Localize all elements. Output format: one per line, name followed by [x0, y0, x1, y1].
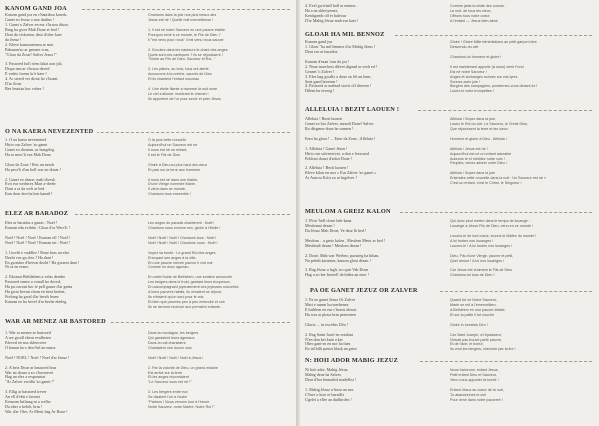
french-lyrics	[450, 4, 505, 24]
breton-lyrics	[305, 219, 385, 278]
breton-lyrics	[305, 4, 358, 24]
lyric-line: En gwasker d'hervat dezhi ! Ha gwarnt dant !	[5, 260, 80, 265]
lyric-line: 2. Ganet eo abaoe, mab divesk	[5, 177, 56, 182]
lyric-line: "Gloar da Zoue! Salver Jezus !"	[5, 52, 58, 57]
lyric-line: Accourons à la crèche, sauvés de Dieu	[148, 72, 212, 77]
lyric-line: Dilent hu teveeg !	[305, 89, 335, 94]
lyric-line: C'est un enfant, c'est le Christ, le Seigneur !	[450, 181, 522, 186]
lyric-line: Quels sont ces cantiques ? ils se réjouissent !	[148, 52, 223, 57]
breton-lyrics	[305, 117, 376, 181]
lyric-line: Et ils chantent l'enfant nouveau	[148, 77, 200, 82]
lyric-line: D'une Vierge nommée Marie.	[148, 182, 196, 187]
lyric-line: Ni hoii ador, Mabig Jézuz,	[305, 368, 349, 372]
lyric-line: 1. Gwelit e vaddlez ! Roue bras an elez	[5, 250, 70, 255]
lyric-line: 3. Pastored holl n'em lakat aon jizl,	[5, 62, 63, 67]
lyric-line: Et bien que pauvres peu à peu entendre et voir	[148, 300, 225, 304]
lyric-line: Noël ! Noël ! Noël ! Chantons nous : Noël !	[148, 240, 218, 245]
divider	[82, 9, 290, 10]
lyric-line: Pour venir dans notre pauvreté !	[450, 397, 503, 402]
french-lyrics	[148, 138, 207, 197]
lyric-line: Qui gardaient leurs agneaux,	[148, 335, 196, 340]
lyric-line: Adorons le et méditez notre voix !	[450, 156, 505, 161]
lyric-line: 3. Les bergers entre eux	[148, 390, 188, 395]
lyric-line: Offrons tous notre coeur	[450, 13, 490, 18]
lyric-line: D'ar Zoue	[5, 82, 22, 87]
lyric-line: Quand fut né Notre Sauveur,	[450, 298, 497, 302]
lyric-line: Est arrivé sur la terre	[148, 370, 183, 375]
lyric-line: da Jezuz !	[5, 37, 22, 42]
lyric-line: Louez le Roi du ciel. Le Sauveur, le Christ Dieu,	[450, 121, 529, 126]
lyric-line: War an douar a zo c'havonvet	[5, 370, 54, 375]
lyric-line: "Ar Zalver ewidhi 'zo ganet !"	[5, 380, 55, 385]
lyric-line: Ha war ar plouz bras penvenen	[305, 312, 356, 317]
lyric-line: Dezhi vez gu elez ? Ha dant !	[5, 255, 54, 260]
lyric-line: En tal bilh pastor klask an griez	[305, 347, 357, 352]
lyric-line: Il est le Fils de Dieu	[148, 152, 181, 157]
lyric-line: Aujourd'hui est né un enfant adorable	[450, 151, 512, 156]
lyric-line: Pourquoi venir à ce monde, le Fils de Dieu ?	[148, 32, 221, 37]
lyric-line: Enot ha gloar ! ... Enor da Zoue , Alleluia !	[305, 136, 376, 141]
lyric-line: Geanet 'o Zalver !	[305, 69, 335, 74]
lyric-line: "Gloire au Fils de Dieu, Sauveur et Roi..."	[148, 57, 216, 62]
breton-lyrics	[5, 331, 69, 415]
lyric-line: Ils ne devront recevoir aux premiers enfants.	[148, 304, 221, 309]
lyric-line: 2. Rag Saint Josef en ortalant	[305, 332, 353, 337]
lyric-line: Pastored ennez o vonall ho deved,	[5, 280, 61, 285]
lyric-line: Chantons-lui honneur et gloire !	[450, 54, 502, 59]
lyric-line: Na pebeh karantez, kanom gloat dezan !	[305, 258, 371, 263]
lyric-line: "Le Sauveur vous est né !"	[148, 380, 192, 385]
lyric-line: Hag an elez a respountat	[5, 375, 46, 380]
lyric-line: 1. O na kaera nevezented	[5, 138, 47, 142]
lyric-line: Dieu, Fils d'une Vierge, pauvre et petit,	[450, 253, 514, 258]
section-title: PA OE GANET JEZUZ OR ZALVER	[310, 287, 418, 294]
lyric-line: Chantons dans la joie nos plus beaux airs	[148, 13, 217, 17]
lyric-line: Ganet eo hor Zalver, mezult Doue! Salver.	[305, 121, 375, 126]
divider	[420, 361, 592, 362]
lyric-line: Kleve kilon en noz « Eur Zalver 'zo ganet »	[305, 171, 377, 176]
section-title: GLOAR HA MIL BENNOZ	[305, 31, 385, 38]
lyric-line: Ils n'étaient qu'un seul pour le voir,	[148, 295, 205, 300]
lyric-line: 2. Par la volonté de Dieu, un grand miracle	[148, 365, 218, 370]
lyric-line: 4. Pastored ar melzad stovit oll direzen !	[305, 84, 372, 89]
lyric-line: Alléluia ! Jésus est né !	[450, 146, 488, 151]
lyric-line: Ha ar merc'h eus Mab Doue	[5, 152, 51, 157]
lyric-line: Meuleudi dezan ! Meulom dezan !	[305, 243, 362, 248]
lyric-line: Car Jésus est vraiment le Fils de Dieu	[450, 268, 513, 273]
lyric-line: Ha a ne skleriyenez,	[305, 8, 339, 13]
lyric-line: Bergers des campagnes, prosternez-vous devant lui !	[450, 84, 538, 89]
lyric-line: Brug ha gwer Mab Doue er bed !	[5, 27, 60, 32]
breton-lyrics	[5, 221, 79, 305]
lyric-line: Il nous est né dans une étable,	[148, 177, 199, 182]
lyric-line: Voyez sa bonté : Le grand Roi des anges	[148, 250, 216, 255]
lyric-line: Anges et archanges sonnez sur vos lyres	[450, 74, 518, 79]
lyric-line: La nuit, de tous les cieux,	[450, 8, 492, 13]
section-title: MEULOM A GREIZ KALON	[305, 208, 391, 215]
french-lyrics	[148, 331, 218, 410]
lyric-line: O kanan ha o derc'hel an ennor	[5, 345, 56, 350]
lyric-line: Entendez cette nouvelle dans la nuit : Un Sauveur est né »	[450, 176, 546, 181]
lyric-line: Hag a zo ker berred! de bidez an enor !	[305, 273, 369, 278]
lyric-line: Noel ! Noel ! Noel ! Kanom ini : Noel !	[5, 240, 71, 245]
lyric-line: Kanom eda evihân : Gloar d'ar Werc'h !	[5, 225, 70, 230]
lyric-line: Dans la nuit chantaient	[148, 340, 186, 345]
breton-lyrics	[5, 138, 61, 197]
lyric-line: 2. Neuz marchost dièvet digand ar vezh ed !	[305, 64, 378, 69]
lyric-line: Deut d'hor hemailed madellez !	[305, 377, 357, 382]
lyric-line: 3. Ellig ar bastored trever	[5, 390, 47, 395]
lyric-line: Il nous est né un enfant,	[148, 147, 188, 152]
lyric-line: Il vient dans ce monde,	[148, 187, 186, 192]
lyric-line: Kenitgomb oll er baleour	[305, 13, 347, 18]
lyric-line: Evit eur werhtrez Mari a-dreñv	[5, 182, 56, 187]
lyric-line: Ra dèigeme doue he sonnen ! .	[305, 126, 356, 131]
lyric-line: N'en don ket kant a ker	[305, 337, 343, 342]
lyric-line: Dans la montagne, les bergers	[148, 331, 199, 335]
section-title: ALLELUIA ! BEZIT LAOUEN !	[305, 106, 400, 113]
lyric-line: Kanom eo ho hevel d'ar bezhe ebeleg.	[5, 300, 68, 304]
lyric-line: O la plus belle nouvelle	[148, 138, 187, 142]
section-title: N: HOII ADOR MABIG JEZUZ	[305, 357, 398, 364]
lyric-line: Sont gand laveenn !	[305, 79, 338, 84]
lyric-line: Chantaient une douce voix.	[148, 345, 193, 350]
lyric-line: Les anges du paradis chantèrent : Noël !	[148, 221, 215, 225]
lyric-line: Ha peoc'h d'an holl war an douar !	[5, 167, 62, 172]
lyric-line: Et de l'âne, le boeuf,	[450, 342, 484, 347]
breton-lyrics	[305, 298, 357, 352]
lyric-line: Poblont donzi d'adiot Doue !	[305, 156, 353, 161]
section-title: WAR AR MENEZ AR BASTORED	[5, 318, 110, 325]
lyric-line: Ils apportent de l'or pour servir et prier Jésus	[148, 96, 221, 101]
french-lyrics	[450, 40, 537, 94]
lyric-line: 1. Flow 'bell clone beh-kana	[305, 219, 352, 223]
lyric-line: Gloar da Zoue ! Bris an nerzh	[5, 162, 54, 167]
section-title: O NA KAERA NEVEZENTED	[5, 128, 97, 135]
lyric-line: Honneur et gloire à Dieu , Alléluia !	[450, 136, 507, 141]
lyric-line: 1. Alleluia ! Ganet Jézus !	[305, 146, 348, 151]
lyric-line: 4. Evel gwichall holl ar menou.	[305, 4, 357, 8]
lyric-line: Mabig deuz ha Salver,	[305, 372, 342, 377]
lyric-line: Chantons-lui tous de Dieu !	[450, 273, 495, 278]
lyric-line: Car Saint Joseph, à l'épaisseur,	[450, 332, 502, 337]
lyric-line: Meulom .. a greiz kalon , Meulom Mestr ar bed !	[305, 238, 386, 243]
lyric-line: En une pauvre crèche pauvre il vint voir	[148, 260, 213, 265]
lyric-line: Bez leuniaz hor vuhez !	[5, 87, 44, 92]
lyric-line: Noël ! Noël ! Noël ! Chantons tous : Noël !	[148, 235, 217, 240]
lyric-line: Et les anges répondaient	[148, 375, 189, 380]
lyric-line: Dispa nan ar c'hraou daved	[5, 67, 50, 72]
lyric-line: Nous t'adorons, enfant Jésus,	[450, 368, 499, 372]
breton-lyrics	[305, 40, 377, 94]
lyric-line: Jésus est né ! Quelle nuit merveilleuse !	[148, 17, 214, 22]
lyric-line: Gloire ! Gloire Mille bénédictions au petit garçon béni	[450, 40, 537, 44]
lyric-line: Notre Sauveur, notre Maître, Notre Roi !"	[148, 405, 215, 410]
lyric-line: Envoyant ses anges à la ville,	[148, 255, 197, 260]
lyric-line: Gloire à Dieu au plus haut des cieux	[148, 162, 208, 167]
lyric-line: Louange à Jésus Fils de Dieu, venu en ce monde !	[450, 223, 534, 228]
lyric-line: Ar Autrou Krist zo ar lugelver !	[305, 176, 357, 181]
lyric-line: Hirio our salvenivvet, a don e leveraod	[305, 151, 369, 156]
lyric-line: 1. Ganet o Zalver en eur c'hraou distro,	[5, 22, 70, 27]
lyric-line: 1. Mabig Jézuz o-keza an nos	[305, 387, 354, 392]
french-lyrics	[450, 368, 504, 403]
lyric-line: A Bethléem en une pauvre étable,	[450, 307, 506, 312]
lyric-line: 2. Ecoutez dans les hauteurs le chant des anges	[148, 47, 228, 52]
lyric-line: 2. Kleve kanaouennou ar mor	[5, 42, 54, 47]
french-lyrics	[450, 298, 516, 352]
lyric-line: A lui toutes nos louanges !	[450, 238, 494, 243]
lyric-line: Tu abandonnes le ciel	[450, 392, 486, 397]
lyric-line: "Partons ! Nous verrons tout à l'heure	[148, 400, 210, 405]
divider	[75, 214, 290, 215]
lyric-line: Alléluia ! Soyez dans la joie,	[450, 117, 496, 121]
lyric-line: Chantons tous ensemble !	[148, 192, 191, 197]
divider	[418, 110, 592, 111]
lyric-line: Ugelet a eller an dudhirdez !	[305, 397, 352, 402]
lyric-line: A l'enfant — Jésus bien-aimé.	[450, 18, 499, 23]
lyric-line: Que réjouissent la terre et les cieux	[450, 126, 508, 131]
lyric-line: Chantons nous comme eux, gloire à l'étoile !	[148, 225, 221, 230]
lyric-line: Kanom d'ezan 'oan da joa !	[305, 59, 350, 64]
lyric-line: Elez ar baradoz a ganas : Noel !	[5, 221, 58, 225]
lyric-line: Ils vont les bergers, chercher par la lire !	[450, 347, 516, 352]
lyric-line: Kanom gand joa	[305, 40, 333, 44]
lyric-line: Alléluia ! Soyez dans la joie	[450, 171, 495, 176]
lyric-line: A ree gwall ebeur evalbeten	[5, 335, 51, 340]
lyric-line: Louons-le ! A lui toutes nos louanges !	[450, 243, 513, 248]
lyric-line: Noel ! NOEL ! Noel ! Noel d'ar Jezuz !	[5, 355, 70, 360]
lyric-line: Glorix ... in excelsis Déo !	[305, 322, 349, 327]
lyric-line: Alleluia ! Bezit laouen	[305, 117, 343, 121]
lyric-line: Pabanan'zo ar gennez vraz,	[5, 47, 50, 52]
lyric-line: Kleved en nos skleroveer	[5, 340, 47, 345]
lyric-line: 4. Une étoile filante a traversé la nuit noire	[148, 87, 218, 92]
lyric-line: 3. Les pâtres, au bois, tous ont alerté	[148, 67, 209, 72]
lyric-line: Ha pa ouvont hor fe pell ganze d'ar genta	[5, 285, 73, 290]
lyric-line: Meulomai dezan !	[305, 223, 335, 228]
lyric-line: Est né notre Sauveur !	[450, 69, 487, 74]
lyric-line: Le ciel s'allume: montrant le chemin !	[148, 92, 209, 96]
section-title: KANOM GAND JOA	[5, 5, 67, 12]
lyric-line: Descendu du ciel	[450, 44, 479, 49]
lyric-line: Se disaient l'un à l'autre	[148, 395, 187, 400]
lyric-line: Sonnez avec joie !	[450, 79, 481, 84]
lyric-line: Dont a ra da welt ar bed	[5, 187, 45, 192]
lyric-line: Et paix sur la terre aux hommes	[148, 167, 201, 172]
lyric-line: Comme jadis la visite des coeurs.	[450, 4, 505, 8]
breton-lyrics	[5, 13, 69, 92]
lyric-line: En cette froide de Bethléem, une lumière annoncée	[148, 275, 233, 280]
lyric-line: Mari e ramm hu merhenez	[305, 302, 349, 307]
lyric-line: Enfant Jésus au coeur de la nuit,	[450, 387, 504, 392]
lyric-line: Noel ! Noel ! Noel ! Kanom oll ! Noel !	[5, 235, 71, 240]
lyric-line: Ha gwar bevan chom en hent hezhet,	[5, 290, 66, 295]
section-title: ELEZ AR BARADOZ	[5, 210, 69, 217]
lyric-line: Les bergers dans le froid, gardant leurs troupeaux,	[148, 280, 231, 285]
lyric-line: Deut da viskoenn, deut d'ober kaer	[5, 32, 62, 37]
lyric-line: Aujourd'hui un Sauveur est né	[148, 142, 198, 147]
lyric-line: Petit enfant Dieu et Sauveur,	[450, 372, 497, 377]
lyric-line: 2. A beiz Doue ar bastored bras	[5, 365, 57, 370]
lyric-line: Hirio our Zalver 'zo ganet	[5, 142, 48, 147]
lyric-line: Comme un doux agneau.	[148, 265, 190, 270]
lyric-line: A leurs pauvres habits, ils venaient se réjouir,	[148, 290, 222, 295]
lyric-line: N'avait pas trouvé partir pauvre,	[450, 337, 503, 342]
lyric-line: 3. Rag Jézuz a laglt, tro quir Vab Doue	[305, 268, 369, 273]
lyric-line: Kan dour don ha ken kanañ !	[5, 192, 53, 197]
french-lyrics	[148, 13, 228, 102]
lyric-line: 2. Ekonou Bethlehem a velas dender	[5, 275, 66, 280]
lyric-line: Il "est venu pour nous" il est venu nous sauver.	[148, 37, 225, 42]
lyric-line: 1. Pa oe ganet Jezuz Or Zalver	[305, 298, 356, 302]
lyric-line: E vedeo lwenn kr'e kaer !	[5, 72, 47, 77]
divider	[440, 291, 592, 292]
lyric-line: Ober gant-ez en nor ha tùez	[305, 342, 351, 347]
french-lyrics	[148, 221, 239, 310]
lyric-line: Noël ! Noël ! Noël ! Noël à Jésus !	[148, 355, 204, 360]
lyric-line: Peuples, venez adorer votre Dieu !	[450, 161, 507, 166]
lyric-line: Ganet eo dioutan, ur huegeleg	[5, 147, 55, 152]
lyric-line: 1. Gloar "ha mil bennoz d'ar Mabig Jézus !	[305, 44, 376, 49]
french-lyrics	[450, 219, 536, 278]
lyric-line: Kenzom brilmag ni a welho	[5, 400, 51, 405]
lyric-line: 3. Elez hag gwallz a doue zo fêt an lenn ,	[305, 74, 373, 79]
lyric-line: Et sur la paille Il fut couché	[450, 312, 495, 317]
lyric-line: Quel amour ! A lui nos louanges !	[450, 258, 505, 263]
lyric-line: Louez-le votre trompettes !	[450, 89, 494, 94]
lyric-line: Da Jézuz Mab Doue, Ve deur & bed !	[305, 228, 367, 233]
lyric-line: Ganet eo Jezuz o noz dudius !	[5, 17, 55, 22]
lyric-line: Gloire in excelsis Déo !	[450, 322, 488, 327]
lyric-line: Ni ra en esaeo.	[5, 265, 30, 270]
lyric-line: C'hwe o kiez er baradhi	[305, 392, 344, 397]
lyric-line: Kanom gand joa en c'hantikou karrek,	[5, 13, 68, 17]
lyric-line: 2. Alleluia ! Bezit laouen !	[305, 166, 349, 171]
divider	[400, 212, 592, 213]
lyric-line: Il est maintenant apporté (à nous) venir Fond	[450, 64, 524, 69]
lyric-line: An ell d'ebit e lavaret	[5, 395, 41, 400]
lyric-line: Louons-le de tout coeur, louons le Maître du monde !	[450, 233, 537, 238]
lyric-line: 1. Il est né notre Sauveur en une pauvre étable.	[148, 27, 226, 32]
lyric-line: Da ober o keloh, bras !	[5, 405, 43, 410]
lyric-line: D'ar Mabig Jézuz mab eur kaer !	[305, 18, 359, 23]
lyric-line: War d'ar Ofer, Ar Mertr bag Ar Roue !	[5, 410, 68, 414]
french-lyrics	[450, 117, 546, 186]
lyric-line: Deut eur ar baradoz	[305, 49, 338, 54]
lyric-line: 1. War ar menez ar bastored	[5, 331, 51, 335]
lyric-line: Qui donc peut mettre dans le temps de louange :	[450, 219, 530, 223]
lyric-line: E brihlem en eur c'hraou diourt.	[305, 307, 358, 312]
lyric-line: Venu nous apporter ta bonté !	[450, 377, 499, 382]
breton-lyrics	[305, 368, 356, 403]
lyric-line: 2. Doué, Mab war Werbez, paoureg ha bihan,	[305, 253, 380, 258]
lyric-line: 4. Ar stered ver diout ho c'hoant.	[5, 77, 59, 82]
lyric-line: En accompagnant joyeusement ces joyeuses nouvelles	[148, 285, 239, 290]
lyric-line: Frelong ha gwal d'ar berzh leuen	[5, 295, 59, 300]
page-fold	[296, 0, 300, 426]
divider	[395, 35, 592, 36]
lyric-line: Marie se mit à l'émerveillem.	[450, 302, 497, 307]
